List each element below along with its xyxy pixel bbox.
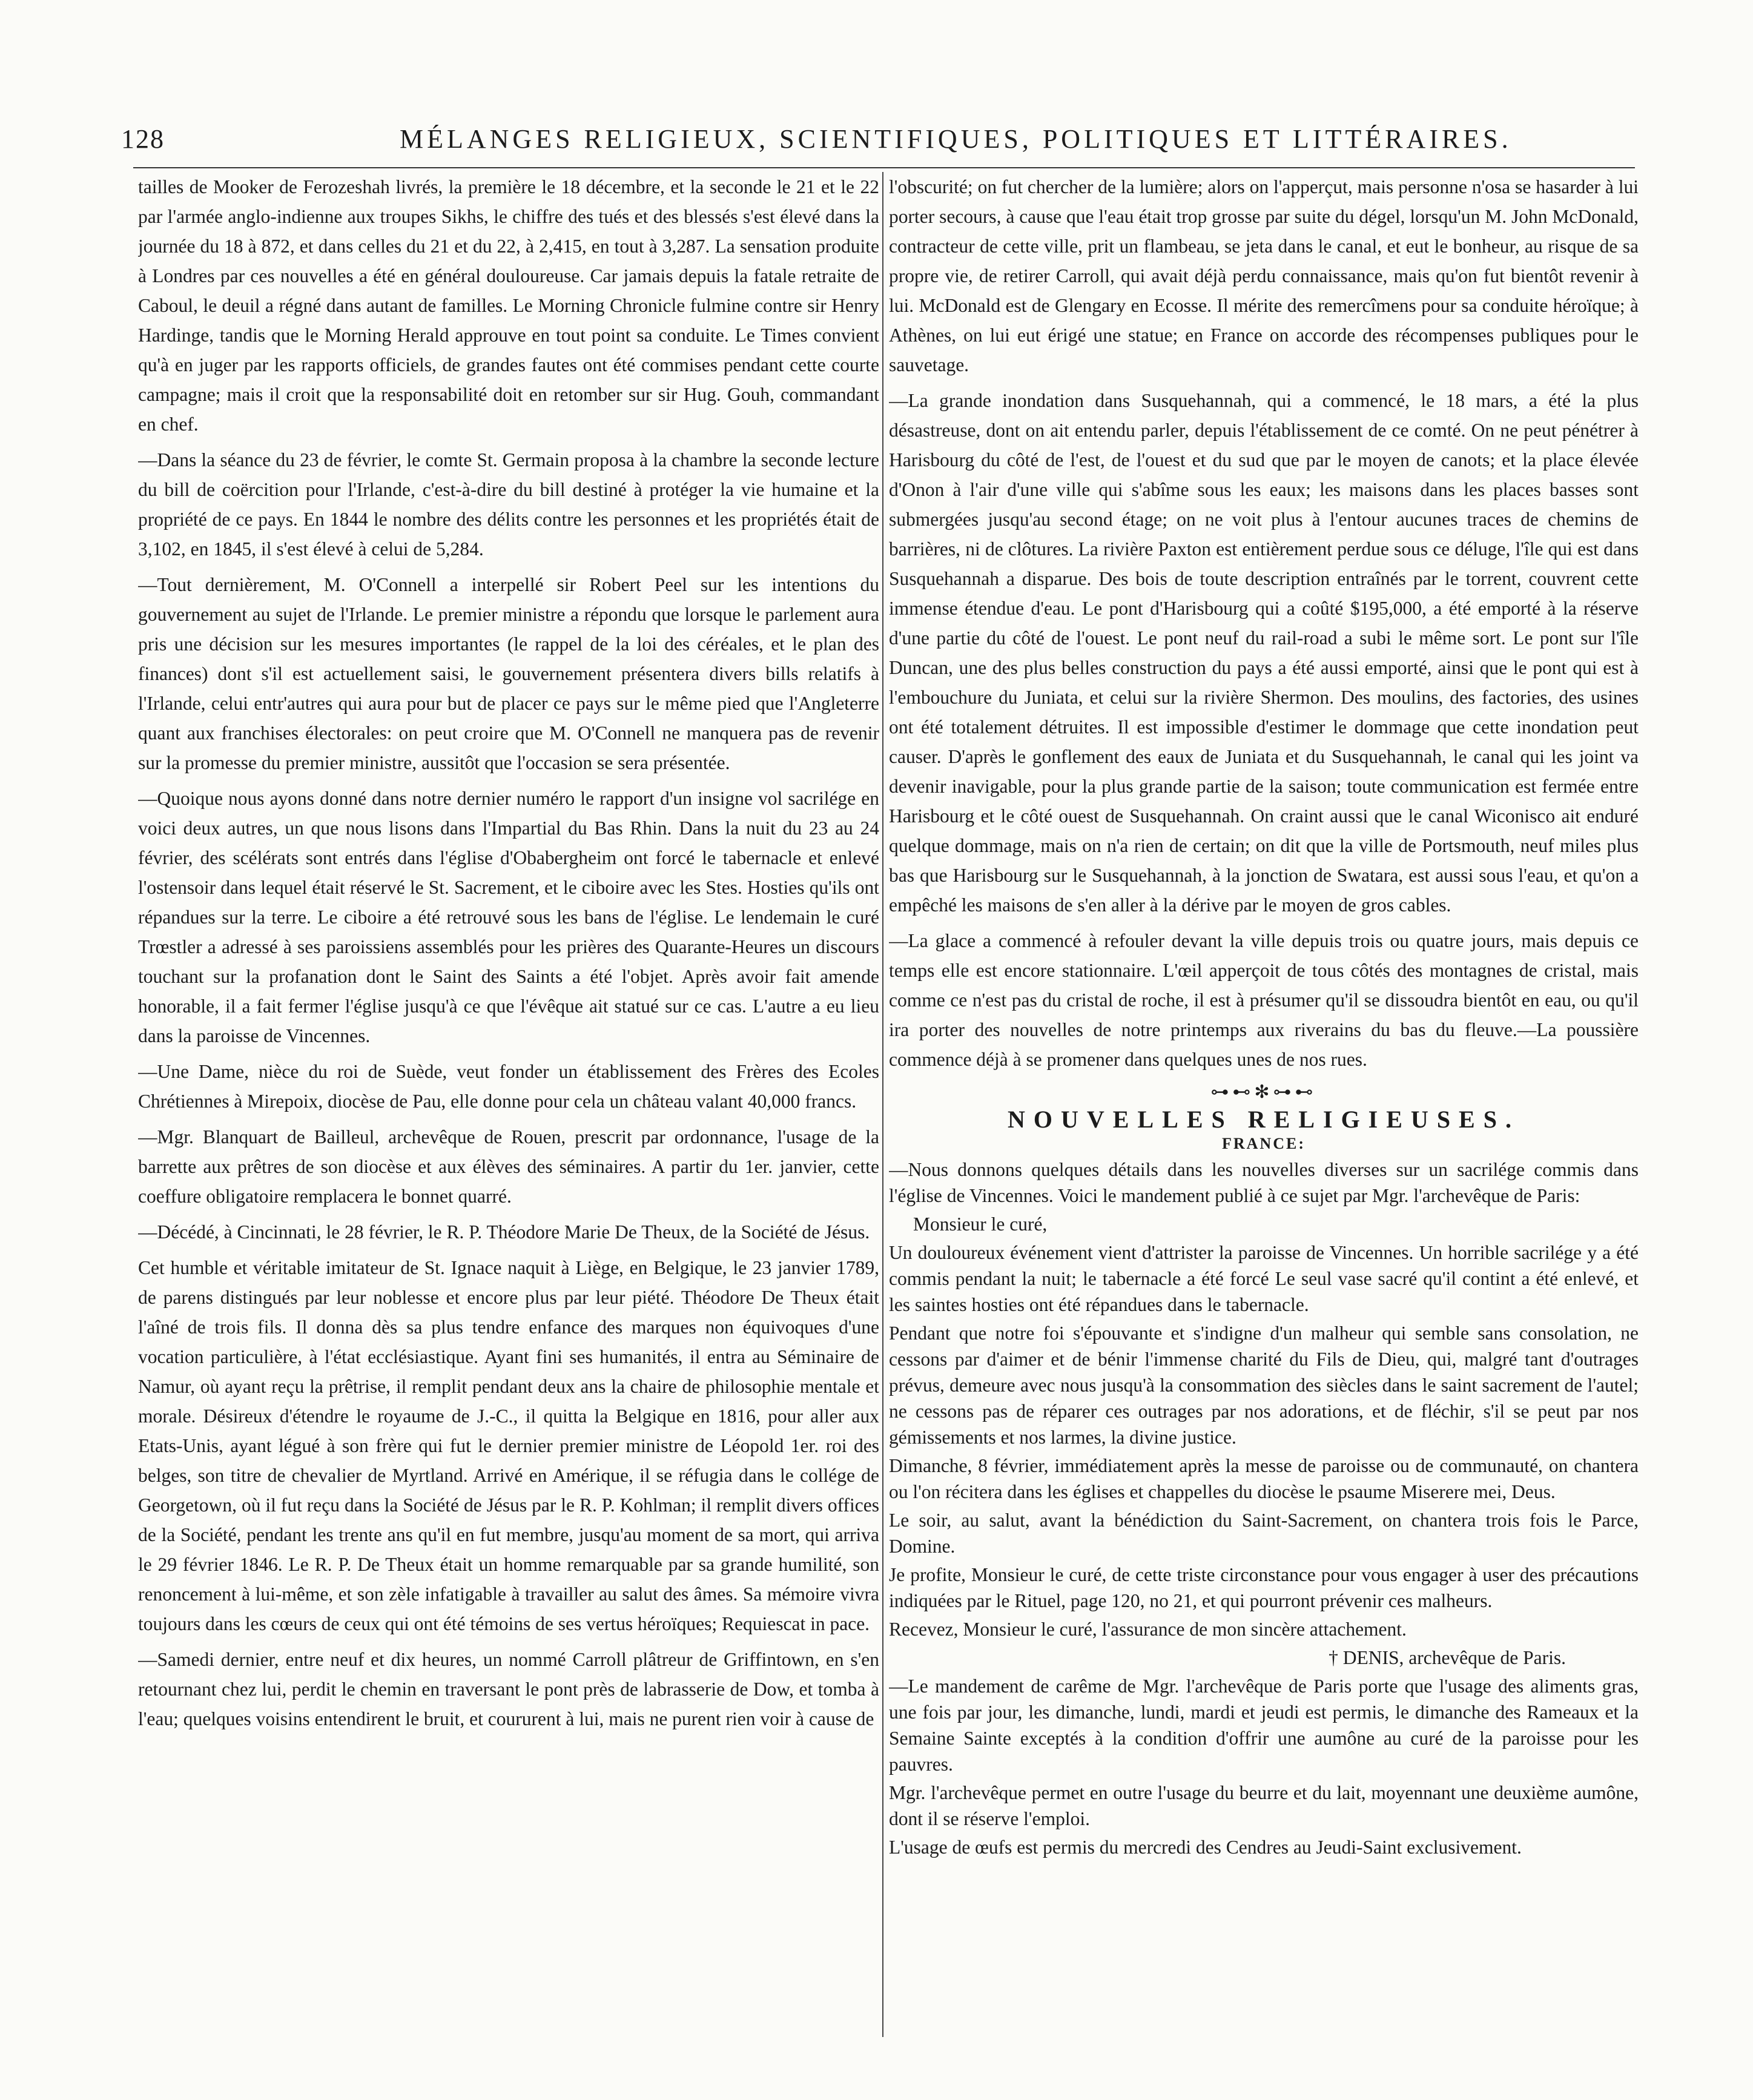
column-divider <box>882 172 883 2037</box>
article-paragraph: tailles de Mooker de Ferozeshah livrés, la première le 18 décembre, et la seconde le 21 et le 22 par l'armée anglo-indienne aux troupes Sikhs, le chiffre des tués et des blessés s'est élevé dans la journée du 18 à 872, et dans celles du 21 et du 22, à 2,415, en tout à 3,287. La sensation produite à Londres par ces nouvelles a été en général douloureuse. Car jamais depuis la fatale retraite de Caboul, le deuil a régné dans autant de familles. Le Morning Chronicle fulmine contre sir Henry Hardinge, tandis que le Morning Herald approuve en tout point sa conduite. Le Times convient qu'à en juger par les rapports officiels, de grandes fautes ont été commises pendant cette courte campagne; mais il croit que la responsabilité doit en retomber sur sir Hug. Gouh, commandant en chef. <box>138 176 879 435</box>
article-paragraph: —Nous donnons quelques détails dans les nouvelles diverses sur un sacrilége commis dans l'église de Vincennes. Voici le mandement publié à ce sujet par Mgr. l'archevêque de Paris: <box>889 1159 1639 1206</box>
article-paragraph: Je profite, Monsieur le curé, de cette triste circonstance pour vous engager à user des précautions indiquées par le Rituel, page 120, no 21, et qui pourront prévenir ces malheurs. <box>889 1564 1639 1611</box>
article-paragraph: —Mgr. Blanquart de Bailleul, archevêque de Rouen, prescrit par ordonnance, l'usage de la barrette aux prêtres de son diocèse et aux élèves des séminaires. A partir du 1er. janvier, cette coeffure obligatoire remplacera le bonnet quarré. <box>138 1126 879 1207</box>
section-heading: NOUVELLES RELIGIEUSES. <box>1008 1106 1520 1133</box>
page-number: 128 <box>121 124 165 154</box>
article-paragraph: —Une Dame, nièce du roi de Suède, veut fonder un établissement des Frères des Ecoles Chrétiennes à Mirepoix, diocèse de Pau, elle donne pour cela un château valant 40,000 francs. <box>138 1061 879 1112</box>
section-subheading: FRANCE: <box>1222 1135 1306 1152</box>
article-paragraph: —Décédé, à Cincinnati, le 28 février, le R. P. Théodore Marie De Theux, de la Société de Jésus. <box>138 1221 870 1243</box>
article-paragraph: Un douloureux événement vient d'attrister la paroisse de Vincennes. Un horrible sacrilége y a été commis pendant la nuit; le tabernacle a été forcé Le seul vase sacré qu'il contint a été enlevé, et les saintes hosties ont été répandues dans le tabernacle. <box>889 1242 1639 1315</box>
article-paragraph: l'obscurité; on fut chercher de la lumière; alors on l'apperçut, mais personne n'osa se hasarder à lui porter secours, à cause que l'eau était trop grosse par suite du dégel, lorsqu'un M. John McDonald, contracteur de cette ville, prit un flambeau, se jeta dans le canal, et eut le bonheur, au risque de sa propre vie, de retirer Carroll, qui avait déjà perdu connaissance, mais qu'on fut bientôt revenir à lui. McDonald est de Glengary en Ecosse. Il mérite des remercîmens pour sa conduite héroïque; à Athènes, on lui eut érigé une statue; en France on accorde des récompenses publiques pour le sauvetage. <box>889 176 1639 375</box>
religious-news <box>889 1157 1639 1860</box>
right-column <box>889 172 1639 2037</box>
article-paragraph: Cet humble et véritable imitateur de St. Ignace naquit à Liège, en Belgique, le 23 janvier 1789, de parens distingués par leur noblesse et encore plus par leur piété. Théodore De Theux était l'aîné de trois fils. Il donna dès sa plus tendre enfance des marques non équivoques d'une vocation particulière, à l'état ecclésiastique. Ayant fini ses humanités, il entra au Séminaire de Namur, où ayant reçu la prêtrise, il remplit pendant deux ans la chaire de philosophie mentale et morale. Désireux d'étendre le royaume de J.-C., il quitta la Belgique en 1816, pour aller aux Etats-Unis, ayant légué à son frère qui fut le dernier premier ministre de Léopold 1er. roi des belges, son titre de chevalier de Myrtland. Arrivé en Amérique, il se réfugia dans le collége de Georgetown, où il fut reçu dans la Société de Jésus par le R. P. Kohlman; il remplit divers offices de la Société, pendant les trente ans qu'il en fut membre, jusqu'au moment de sa mort, qui arriva le 29 février 1846. Le R. P. De Theux était un homme remarquable par sa grande humilité, son renoncement à lui-même, et son zèle infatigable à travailler au salut des âmes. Sa mémoire vivra toujours dans les cœurs de ceux qui ont été témoins de ses vertus héroïques; Requiescat in pace. <box>138 1257 879 1634</box>
article-paragraph: —La grande inondation dans Susquehannah, qui a commencé, le 18 mars, a été la plus désastreuse, dont on ait entendu parler, depuis l'établissement de ce comté. On ne peut pénétrer à Harisbourg du côté de l'est, de l'ouest et du sud que par le moyen de canots; et la place élevée d'Onon à l'air d'une ville qui s'abîme sous les eaux; les maisons dans les places basses sont submergées jusqu'au second étage; on ne voit plus à l'entour aucunes traces de chemins de barrières, ni de clôtures. La rivière Paxton est entièrement perdue sous ce déluge, l'île qui est dans Susquehannah a disparue. Des bois de toute description entraînés par le torrent, couvrent cette immense étendue d'eau. Le pont d'Harisbourg qui a coûté $195,000, a été emporté à la réserve d'une partie du côté de l'ouest. Le pont neuf du rail-road a subi le même sort. Le pont sur l'île Duncan, une des plus belles construction du pays a été aussi emporté, ainsi que le pont qui est à l'embouchure du Juniata, et celui sur la rivière Shermon. Des moulins, des factories, des usines ont été totalement détruites. Il est impossible d'estimer le dommage que cette inondation peut causer. D'après le gonflement des eaux de Juniata et du Susquehannah, le canal qui les joint va devenir inavigable, pour la plus grande partie de la saison; toute communication est fermée entre Harisbourg et le côté ouest de Susquehannah. On craint aussi que le canal Wiconisco ait enduré quelque dommage, mais on n'a rien de certain; on dit que la ville de Portsmouth, neuf miles plus bas que Harisbourg sur le Susquehannah, à la jonction de Swatara, est aussi sous l'eau, et qu'on a empêché les maisons de s'en aller à la dérive par le moyen de gros cables. <box>889 390 1639 916</box>
article-paragraph: Recevez, Monsieur le curé, l'assurance de mon sincère attachement. <box>889 1619 1407 1640</box>
salutation: Monsieur le curé, <box>913 1213 1048 1235</box>
signature: † DENIS, archevêque de Paris. <box>1329 1647 1566 1668</box>
header-rule <box>133 167 1635 168</box>
article-paragraph: —Dans la séance du 23 de février, le comte St. Germain proposa à la chambre la seconde lecture du bill de coërcition pour l'Irlande, c'est-à-dire du bill destiné à protéger la vie humaine et la propriété de ce pays. En 1844 le nombre des délits contre les personnes et les propriétés était de 3,102, en 1845, il s'est élevé à celui de 5,284. <box>138 449 879 560</box>
running-head <box>121 124 1641 166</box>
journal-title: MÉLANGES RELIGIEUX, SCIENTIFIQUES, POLITIQUES ET LITTÉRAIRES. <box>400 124 1512 154</box>
article-paragraph: —Tout dernièrement, M. O'Connell a interpellé sir Robert Peel sur les intentions du gouvernement au sujet de l'Irlande. Le premier ministre a répondu que lorsque le parlement aura pris une décision sur les mesures importantes (le rappel de la loi des céréales, et le plan des finances) dont s'il est actuellement saisi, le gouvernement présentera divers bills relatifs à l'Irlande, celui entr'autres qui aura pour but de placer ce pays sur le même pied que l'Angleterre quant aux franchises électorales: on peut croire que M. O'Connell ne manquera pas de revenir sur la promesse du premier ministre, aussitôt que l'occasion se sera présentée. <box>138 574 879 773</box>
section-ornament: ⊶⊷✻⊶⊷ <box>1210 1082 1317 1102</box>
article-paragraph: —Samedi dernier, entre neuf et dix heures, un nommé Carroll plâtreur de Griffintown, en s'en retournant chez lui, perdit le chemin en traversant le pont près de labrasserie de Dow, et tomba à l'eau; quelques voisins entendirent le bruit, et coururent à lui, mais ne purent rien voir à cause de <box>138 1649 879 1729</box>
article-paragraph: —Quoique nous ayons donné dans notre dernier numéro le rapport d'un insigne vol sacrilége en voici deux autres, un que nous lisons dans l'Impartial du Bas Rhin. Dans la nuit du 23 au 24 février, des scélérats sont entrés dans l'église d'Obabergheim ont forcé le tabernacle et enlevé l'ostensoir dans lequel était réservé le St. Sacrement, et le ciboire avec les Stes. Hosties qu'ils ont répandues sur la terre. Le ciboire a été retrouvé sous les bans de l'église. Le lendemain le curé Trœstler a adressé à ses paroissiens assemblés pour les prières des Quarante-Heures un discours touchant sur la profanation dont le Saint des Saints a été l'objet. Après avoir fait amende honorable, il a fait fermer l'église jusqu'à ce que l'évêque ait statué sur ce cas. L'autre a eu lieu dans la paroisse de Vincennes. <box>138 788 879 1046</box>
article-paragraph: L'usage de œufs est permis du mercredi des Cendres au Jeudi-Saint exclusivement. <box>889 1837 1522 1858</box>
article-paragraph: Dimanche, 8 février, immédiatement après la messe de paroisse ou de communauté, on chantera ou l'on récitera dans les églises et chappelles du diocèse le psaume Miserere mei, Deus. <box>889 1455 1639 1502</box>
article-paragraph: Mgr. l'archevêque permet en outre l'usage du beurre et du lait, moyennant une deuxième aumône, dont il se réserve l'emploi. <box>889 1782 1639 1829</box>
article-paragraph: —Le mandement de carême de Mgr. l'archevêque de Paris porte que l'usage des aliments gras, une fois par jour, les dimanche, lundi, mardi et jeudi est permis, le dimanche des Rameaux et la Semaine Sainte exceptés à la condition d'offrir une aumône au curé de la paroisse pour les pauvres. <box>889 1676 1639 1775</box>
article-paragraph: —La glace a commencé à refouler devant la ville depuis trois ou quatre jours, mais depuis ce temps elle est encore stationnaire. L'œil apperçoit de tous côtés des montagnes de cristal, mais comme ce n'est pas du cristal de roche, il est à présumer qu'il se dissoudra bientôt en eau, ou qu'il ira porter des nouvelles de notre printemps aux riverains du bas du fleuve.—La poussière commence déjà à se promener dans quelques unes de nos rues. <box>889 930 1639 1070</box>
left-column <box>138 172 879 2037</box>
article-paragraph: Le soir, au salut, avant la bénédiction du Saint-Sacrement, on chantera trois fois le Parce, Domine. <box>889 1510 1639 1557</box>
article-paragraph: Pendant que notre foi s'épouvante et s'indigne d'un malheur qui semble sans consolation, ne cessons par d'aimer et de bénir l'immense charité du Fils de Dieu, qui, malgré tant d'outrages prévus, demeure avec nous jusqu'à la consommation des siècles dans le saint sacrement de l'autel; ne cessons pas de réparer ces outrages par nos adorations, et de fléchir, s'il se peut par nos gémissements et nos larmes, la divine justice. <box>889 1322 1639 1448</box>
